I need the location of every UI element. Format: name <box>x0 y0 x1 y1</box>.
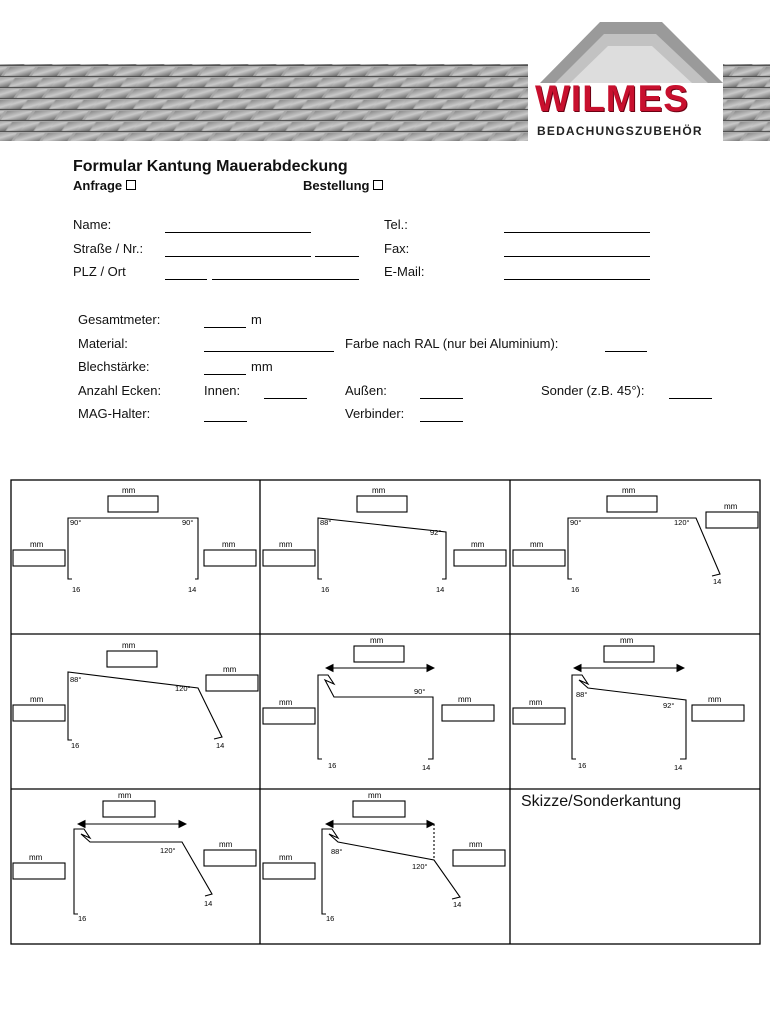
mag-field[interactable] <box>204 421 247 422</box>
mm-label: mm <box>122 641 136 650</box>
material-field[interactable] <box>204 351 334 352</box>
farbe-label: Farbe nach RAL (nur bei Aluminium): <box>345 336 559 351</box>
mm-label: mm <box>30 540 44 549</box>
mm-input[interactable] <box>357 496 407 512</box>
flange-label: 14 <box>216 741 225 750</box>
profile-shape <box>572 675 686 759</box>
brand-tagline: BEDACHUNGSZUBEHÖR <box>537 124 703 138</box>
flange-label: 14 <box>713 577 722 586</box>
mm-label: mm <box>118 791 132 800</box>
angle-label: 90° <box>182 518 194 527</box>
email-field[interactable] <box>504 279 650 280</box>
mm-label: mm <box>471 540 485 549</box>
angle-label: 88° <box>576 690 588 699</box>
mm-input[interactable] <box>453 850 505 866</box>
sketch-area[interactable] <box>512 815 758 942</box>
profile-cell-8 <box>263 791 505 923</box>
angle-label: 92° <box>430 528 442 537</box>
gesamtmeter-unit: m <box>251 312 262 327</box>
flange-label: 16 <box>71 741 80 750</box>
angle-label: 88° <box>320 518 332 527</box>
name-field[interactable] <box>165 232 311 233</box>
material-label: Material: <box>78 336 128 351</box>
flange-label: 16 <box>326 914 335 923</box>
brand-name: WILMES <box>535 78 689 119</box>
mm-input[interactable] <box>13 863 65 879</box>
blechstaerke-label: Blechstärke: <box>78 359 150 374</box>
flange-label: 16 <box>578 761 587 770</box>
mag-label: MAG-Halter: <box>78 406 151 421</box>
verbinder-label: Verbinder: <box>345 406 405 421</box>
mm-label: mm <box>724 502 738 511</box>
profile-shape <box>322 829 460 914</box>
mm-label: mm <box>30 695 44 704</box>
aussen-field[interactable] <box>420 398 463 399</box>
mm-input[interactable] <box>692 705 744 721</box>
flange-label: 16 <box>78 914 87 923</box>
fax-label: Fax: <box>384 241 410 256</box>
sketch-title: Skizze/Sonderkantung <box>521 793 682 810</box>
profile-cell-5 <box>263 636 494 772</box>
mm-input[interactable] <box>107 651 157 667</box>
mm-input[interactable] <box>604 646 654 662</box>
flange-label: 14 <box>674 763 683 772</box>
mm-input[interactable] <box>103 801 155 817</box>
profile-cell-3 <box>513 486 758 594</box>
ort-field[interactable] <box>212 279 359 280</box>
fax-field[interactable] <box>504 256 650 257</box>
profile-cell-1 <box>13 486 256 594</box>
mm-label: mm <box>223 665 237 674</box>
tel-label: Tel.: <box>384 217 408 232</box>
plz-field[interactable] <box>165 279 207 280</box>
profile-cell-6 <box>513 636 744 772</box>
flange-label: 14 <box>204 899 213 908</box>
profile-shape <box>318 518 446 579</box>
gesamtmeter-field[interactable] <box>204 327 246 328</box>
mm-input[interactable] <box>513 550 565 566</box>
mm-input[interactable] <box>513 708 565 724</box>
mm-label: mm <box>279 853 293 862</box>
profile-shape <box>68 672 222 740</box>
bestellung-option[interactable] <box>303 178 383 193</box>
plz-label: PLZ / Ort <box>73 264 126 279</box>
blechstaerke-unit: mm <box>251 359 273 374</box>
anfrage-checkbox[interactable] <box>126 180 136 190</box>
mm-input[interactable] <box>263 550 315 566</box>
bestellung-checkbox[interactable] <box>373 180 383 190</box>
profile-cell-2 <box>263 486 506 594</box>
mm-label: mm <box>708 695 722 704</box>
mm-label: mm <box>222 540 236 549</box>
mm-input[interactable] <box>13 550 65 566</box>
sonder-label: Sonder (z.B. 45°): <box>541 383 645 398</box>
mm-input[interactable] <box>442 705 494 721</box>
angle-label: 88° <box>331 847 343 856</box>
mm-label: mm <box>469 840 483 849</box>
angle-label: 90° <box>70 518 82 527</box>
mm-label: mm <box>622 486 636 495</box>
mm-input[interactable] <box>108 496 158 512</box>
verbinder-field[interactable] <box>420 421 463 422</box>
angle-label: 120° <box>412 862 428 871</box>
flange-label: 16 <box>321 585 330 594</box>
angle-label: 120° <box>160 846 176 855</box>
profile-cell-4 <box>13 641 258 750</box>
farbe-field[interactable] <box>605 351 647 352</box>
anfrage-label: Anfrage <box>73 178 123 193</box>
bestellung-label: Bestellung <box>303 178 370 193</box>
mm-input[interactable] <box>706 512 758 528</box>
mm-label: mm <box>219 840 233 849</box>
mm-label: mm <box>122 486 136 495</box>
hausnr-field[interactable] <box>315 256 359 257</box>
profile-shape <box>68 518 198 579</box>
profile-cell-7 <box>13 791 256 923</box>
flange-label: 16 <box>72 585 81 594</box>
mm-input[interactable] <box>204 550 256 566</box>
mm-input[interactable] <box>13 705 65 721</box>
ecken-label: Anzahl Ecken: <box>78 383 162 398</box>
mm-label: mm <box>29 853 43 862</box>
mm-label: mm <box>372 486 386 495</box>
gesamtmeter-label: Gesamtmeter: <box>78 312 161 327</box>
mm-input[interactable] <box>454 550 506 566</box>
mm-input[interactable] <box>263 708 315 724</box>
mm-label: mm <box>530 540 544 549</box>
angle-label: 120° <box>674 518 690 527</box>
mm-label: mm <box>279 698 293 707</box>
flange-label: 14 <box>453 900 462 909</box>
form-title: Formular Kantung Mauerabdeckung <box>73 158 348 175</box>
mm-label: mm <box>458 695 472 704</box>
mm-input[interactable] <box>204 850 256 866</box>
flange-label: 14 <box>422 763 431 772</box>
angle-label: 90° <box>414 687 426 696</box>
mm-label: mm <box>620 636 634 645</box>
tel-field[interactable] <box>504 232 650 233</box>
flange-label: 16 <box>328 761 337 770</box>
strasse-field[interactable] <box>165 256 311 257</box>
mm-label: mm <box>370 636 384 645</box>
mm-input[interactable] <box>353 801 405 817</box>
mm-label: mm <box>279 540 293 549</box>
angle-label: 92° <box>663 701 675 710</box>
innen-label: Innen: <box>204 383 241 398</box>
sonder-field[interactable] <box>669 398 712 399</box>
aussen-label: Außen: <box>345 383 387 398</box>
profile-shape <box>74 829 212 914</box>
mm-label: mm <box>368 791 382 800</box>
profile-shape <box>568 518 720 579</box>
mm-input[interactable] <box>354 646 404 662</box>
innen-field[interactable] <box>264 398 307 399</box>
angle-label: 120° <box>175 684 191 693</box>
mm-input[interactable] <box>263 863 315 879</box>
mm-input[interactable] <box>206 675 258 691</box>
mm-input[interactable] <box>607 496 657 512</box>
flange-label: 16 <box>571 585 580 594</box>
blechstaerke-field[interactable] <box>204 374 246 375</box>
flange-label: 14 <box>436 585 445 594</box>
angle-label: 90° <box>570 518 582 527</box>
angle-label: 88° <box>70 675 82 684</box>
mm-label: mm <box>529 698 543 707</box>
strasse-label: Straße / Nr.: <box>73 241 144 256</box>
flange-label: 14 <box>188 585 197 594</box>
name-label: Name: <box>73 217 112 232</box>
email-label: E-Mail: <box>384 264 425 279</box>
anfrage-option[interactable] <box>73 178 136 193</box>
